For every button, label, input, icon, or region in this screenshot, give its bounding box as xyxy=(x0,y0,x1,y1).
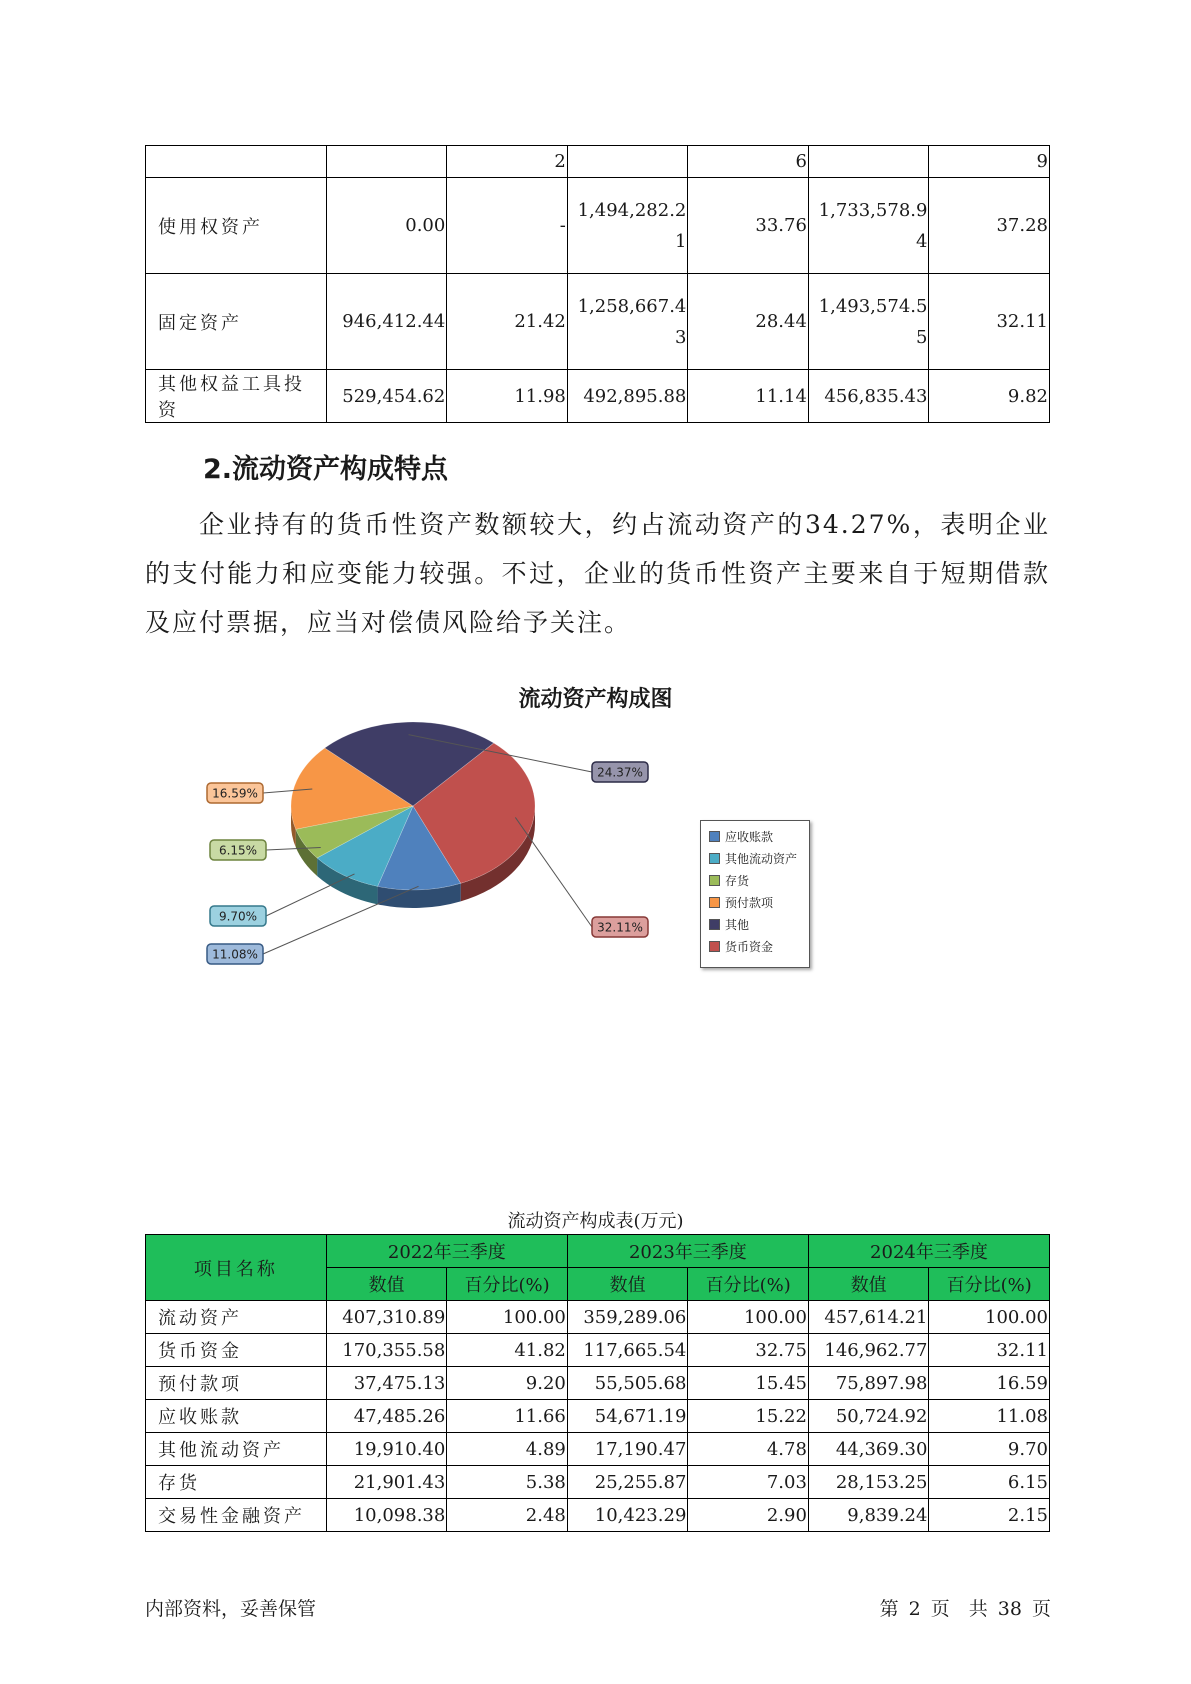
chart-title: 流动资产构成图 xyxy=(518,687,673,712)
table-cell: 492,895.88 xyxy=(567,370,688,423)
legend-swatch xyxy=(709,831,720,842)
table-cell: 2.48 xyxy=(447,1499,568,1532)
table-cell: 75,897.98 xyxy=(808,1367,929,1400)
leader-line xyxy=(266,874,354,916)
table-cell: - xyxy=(447,178,568,274)
table-cell: 21,901.43 xyxy=(326,1466,447,1499)
table-cell: 17,190.47 xyxy=(567,1433,688,1466)
table-cell: 146,962.77 xyxy=(808,1334,929,1367)
section-paragraph: 企业持有的货币性资产数额较大，约占流动资产的34.27%，表明企业的支付能力和应变能力较强。不过，企业的货币性资产主要来自于短期借款及应付票据，应当对偿债风险给予关注。 xyxy=(145,510,1050,637)
table-cell: 1,494,282.21 xyxy=(567,178,688,274)
table-cell: 37.28 xyxy=(929,178,1050,274)
table-cell: 11.66 xyxy=(447,1400,568,1433)
row-label: 固定资产 xyxy=(146,274,327,370)
legend-swatch xyxy=(709,919,720,930)
table-cell: 25,255.87 xyxy=(567,1466,688,1499)
table-cell: 100.00 xyxy=(929,1301,1050,1334)
row-label: 其他权益工具投资 xyxy=(146,370,327,423)
header-year: 2023年三季度 xyxy=(567,1235,808,1268)
section-heading: 2.流动资产构成特点 xyxy=(203,454,449,485)
table-row xyxy=(146,1499,1050,1532)
table-cell: 32.75 xyxy=(688,1334,809,1367)
table-cell: 9.82 xyxy=(929,370,1050,423)
table-cell: 16.59 xyxy=(929,1367,1050,1400)
legend-item xyxy=(709,891,809,913)
header-percent: 百分比(%) xyxy=(447,1268,568,1301)
table-cell: 117,665.54 xyxy=(567,1334,688,1367)
header-value: 数值 xyxy=(326,1268,447,1301)
table-cell: 7.03 xyxy=(688,1466,809,1499)
legend-label: 货币资金 xyxy=(725,939,774,954)
legend-item xyxy=(709,869,809,891)
table-cell: 2.90 xyxy=(688,1499,809,1532)
row-label: 预付款项 xyxy=(146,1367,327,1400)
table-cell: 529,454.62 xyxy=(326,370,447,423)
legend-item xyxy=(709,935,809,957)
table-row xyxy=(146,1466,1050,1499)
table-cell: 4.89 xyxy=(447,1433,568,1466)
table-cell: 54,671.19 xyxy=(567,1400,688,1433)
table-cell: 9 xyxy=(929,146,1050,178)
legend-label: 其他流动资产 xyxy=(725,851,798,866)
legend-swatch xyxy=(709,941,720,952)
table-cell: 19,910.40 xyxy=(326,1433,447,1466)
table-cell: 1,258,667.43 xyxy=(567,274,688,370)
chart-legend xyxy=(700,820,810,968)
table-row xyxy=(146,1367,1050,1400)
data-label: 6.15% xyxy=(218,843,258,858)
table-cell: 15.22 xyxy=(688,1400,809,1433)
table-cell: 50,724.92 xyxy=(808,1400,929,1433)
row-label: 交易性金融资产 xyxy=(146,1499,327,1532)
table-cell: 9.70 xyxy=(929,1433,1050,1466)
row-label: 存货 xyxy=(146,1466,327,1499)
legend-label: 应收账款 xyxy=(725,829,774,844)
row-label: 流动资产 xyxy=(146,1301,327,1334)
table-cell: 55,505.68 xyxy=(567,1367,688,1400)
data-label: 11.08% xyxy=(212,947,258,962)
table-cell: 9,839.24 xyxy=(808,1499,929,1532)
header-percent: 百分比(%) xyxy=(688,1268,809,1301)
table-cell: 47,485.26 xyxy=(326,1400,447,1433)
table-cell: 11.14 xyxy=(688,370,809,423)
legend-swatch xyxy=(709,875,720,886)
table-cell: 100.00 xyxy=(447,1301,568,1334)
table-row xyxy=(146,1400,1050,1433)
legend-swatch xyxy=(709,897,720,908)
legend-item xyxy=(709,825,809,847)
table-cell: 6.15 xyxy=(929,1466,1050,1499)
table-cell: 11.98 xyxy=(447,370,568,423)
table-cell: 10,423.29 xyxy=(567,1499,688,1532)
table-cell: 37,475.13 xyxy=(326,1367,447,1400)
data-label: 32.11% xyxy=(597,920,643,935)
table-cell: 41.82 xyxy=(447,1334,568,1367)
table-cell: 359,289.06 xyxy=(567,1301,688,1334)
legend-label: 预付款项 xyxy=(725,895,774,910)
table-cell: 456,835.43 xyxy=(808,370,929,423)
table-caption: 流动资产构成表(万元) xyxy=(507,1211,684,1232)
table-cell: 9.20 xyxy=(447,1367,568,1400)
footer-confidential: 内部资料，妥善保管 xyxy=(145,1598,317,1620)
table-cell: 4.78 xyxy=(688,1433,809,1466)
table-cell: 44,369.30 xyxy=(808,1433,929,1466)
table-cell: 33.76 xyxy=(688,178,809,274)
header-value: 数值 xyxy=(808,1268,929,1301)
table-cell: 28,153.25 xyxy=(808,1466,929,1499)
header-percent: 百分比(%) xyxy=(929,1268,1050,1301)
table-cell: 100.00 xyxy=(688,1301,809,1334)
header-item-name: 项目名称 xyxy=(146,1235,327,1301)
current-asset-table xyxy=(145,1234,1050,1532)
table-cell: 6 xyxy=(688,146,809,178)
row-label: 货币资金 xyxy=(146,1334,327,1367)
table-cell: 2 xyxy=(447,146,568,178)
data-label: 16.59% xyxy=(212,786,258,801)
legend-label: 其他 xyxy=(725,917,750,932)
table-cell: 32.11 xyxy=(929,1334,1050,1367)
row-label: 其他流动资产 xyxy=(146,1433,327,1466)
table-row xyxy=(146,1301,1050,1334)
data-label: 24.37% xyxy=(597,765,643,780)
table-cell: 28.44 xyxy=(688,274,809,370)
footer-page-number: 第 2 页 共 38 页 xyxy=(879,1598,1051,1620)
table-cell: 10,098.38 xyxy=(326,1499,447,1532)
table-cell: 1,733,578.94 xyxy=(808,178,929,274)
table-cell: 407,310.89 xyxy=(326,1301,447,1334)
table-row xyxy=(146,1433,1050,1466)
row-label: 使用权资产 xyxy=(146,178,327,274)
table-cell: 457,614.21 xyxy=(808,1301,929,1334)
table-cell: 170,355.58 xyxy=(326,1334,447,1367)
table-cell: 15.45 xyxy=(688,1367,809,1400)
table-cell: 946,412.44 xyxy=(326,274,447,370)
table-cell: 5.38 xyxy=(447,1466,568,1499)
header-value: 数值 xyxy=(567,1268,688,1301)
legend-label: 存货 xyxy=(725,873,750,888)
leader-line xyxy=(263,886,419,954)
header-year: 2022年三季度 xyxy=(326,1235,567,1268)
leader-line xyxy=(515,817,592,927)
header-year: 2024年三季度 xyxy=(808,1235,1049,1268)
table-cell: 2.15 xyxy=(929,1499,1050,1532)
table-row xyxy=(146,1334,1050,1367)
legend-item xyxy=(709,913,809,935)
table-cell: 0.00 xyxy=(326,178,447,274)
legend-item xyxy=(709,847,809,869)
table-cell: 32.11 xyxy=(929,274,1050,370)
row-label: 应收账款 xyxy=(146,1400,327,1433)
legend-swatch xyxy=(709,853,720,864)
table-cell: 11.08 xyxy=(929,1400,1050,1433)
table-cell: 21.42 xyxy=(447,274,568,370)
table-cell: 1,493,574.55 xyxy=(808,274,929,370)
data-label: 9.70% xyxy=(218,909,258,924)
